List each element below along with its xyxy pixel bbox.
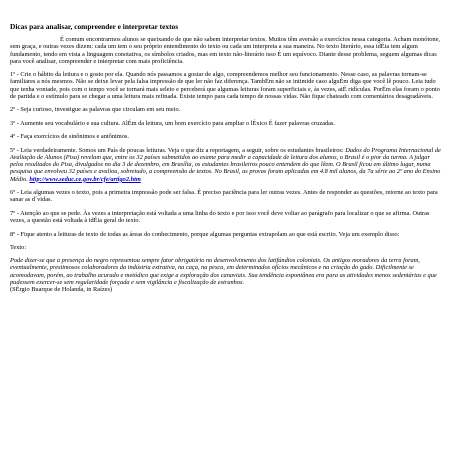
tip-3: 3º - Aumente seu vocabulário e sua cultura. AlÉm da leitura, um bom exercício para ampliar o lÉxico É fazer palavras cruzadas. xyxy=(10,119,336,127)
quote-attribution: (SÉrgio Buarque de Holanda, in Raízes) xyxy=(10,286,113,294)
tip-4: 4º - Faça exercícios de sinônimos e antônimos. xyxy=(10,133,129,141)
document-title: Dicas para analisar, compreender e interpretar textos xyxy=(10,22,179,31)
intro-paragraph: É comum encontrarmos alunos se queixando de que não sabem interpretar textos. Muitos têm aversão a exercícios nessa categoria. Acham monótone, sem graça, e outras vezes dizem: cada um tem o seu próprio entendimento do texto ou cada um interpreta a sua maneira. No texto literário, essa idÉia tem algum fundamento, tendo em vista a linguagem conotativa, os símbolos criados, mas em texto não-literário isso É um equívoco. Diante desse problema, seguem algumas dicas para você analisar, compreender e interpretar com mais proficiência. xyxy=(10,36,440,65)
tip-5 xyxy=(10,147,444,183)
tip-8: 8º - Fique atento a leituras de texto de todas as áreas do conhecimento, porque algumas perguntas extrapolam ao que está escrito. Veja um exemplo disso: xyxy=(10,230,400,238)
example-quote xyxy=(10,257,444,293)
example-quote-text: Pode dizer-se que a presença do negro representou sempre fator obrigatório no desenvolvimento dos latifúndios coloniais. Os antigos moradores da terra foram, eventualmente, prestimosos colaboradores da indústria extrativa, na caça, na pesca, em determinados ofícios mecânicos e na criação do gado. Dificilmente se acomodavam, porém, ao trabalho acurado e metódico que exige a exploração dos canaviais. Sua tendência espontânea era para as atividades menos sedentárias e que pudessem exercer-se sem regularidade forçada e sem vigilância e fiscalização de estranhos. xyxy=(10,257,437,286)
tip-1: 1º - Crie o hábito da leitura e o gosto por ela. Quando nós passamos a gostar de algo, compreendemos melhor seu funcionamento. Nesse caso, as palavras tornam-se familiares a nós mesmos. Não se deixe levar pela falsa impressão de que ler não faz diferença. TambÉm não se intimide caso alguÉm diga que você lê pouco. Leia tudo que tenha vontade, pois com o tempo você se tornará mais seleto e perceberá que algumas leituras foram superficiais e, às vezes, atÉ ridículas. PorÉm elas foram o ponto de partida e o estímulo para se chegar a uma leitura mais refinada. Existe tempo para cada tempo de nossas vidas. Não fique chateado com comentários desagradáveis. xyxy=(10,71,440,100)
tip-6: 6º - Leia algumas vezes o texto, pois a primeira impressão pode ser falsa. É preciso paciência para ler outras vezes. Antes de responder as questões, retorne ao texto para sanar as d´vidas. xyxy=(10,189,438,204)
tip-5-quote: Dados do Programa Internacional de Avaliação de Alunos (Pisa) revelam que, entre os 32 países submetidos ao exame para medir a capacidade de leitura dos alunos, o Brasil é o pior da turma. A julgar pelos resultados do Pisa, divulgados no dia 3 de dezembro, em Brasília, os estudantes brasileiros pouco entendem do que lêem. O Brasil ficou em último lugar, numa pesquisa que envolveu 32 países e avaliou, sobretudo, a compreensão de textos. No Brasil, as provas foram aplicadas em 4.8 mil alunos, da 7a série ao 2º ano do Ensino Médio. xyxy=(10,146,441,183)
tip-7: 7º - Atenção ao que se pede. Às vezes a interpretação está voltada a uma linha do texto e por isso você deve voltar ao parágrafo para localizar o que se afirma. Outras vezes, a questão está voltada à idÉia geral do texto. xyxy=(10,209,430,225)
tip-2: 2º - Seja curioso, investigue as palavras que circulam em seu meio. xyxy=(10,106,181,114)
source-link[interactable]: http://www.seduc.ce.gov.br/cfe/artigo2.htm xyxy=(29,175,141,183)
texto-label: Texto: xyxy=(10,243,27,251)
tip-5-text: 5º - Leia verdadeiramente. Somos um País de poucas leituras. Veja o que diz a reportagem, a seguir, sobre os estudantes brasileiros: xyxy=(10,146,346,154)
